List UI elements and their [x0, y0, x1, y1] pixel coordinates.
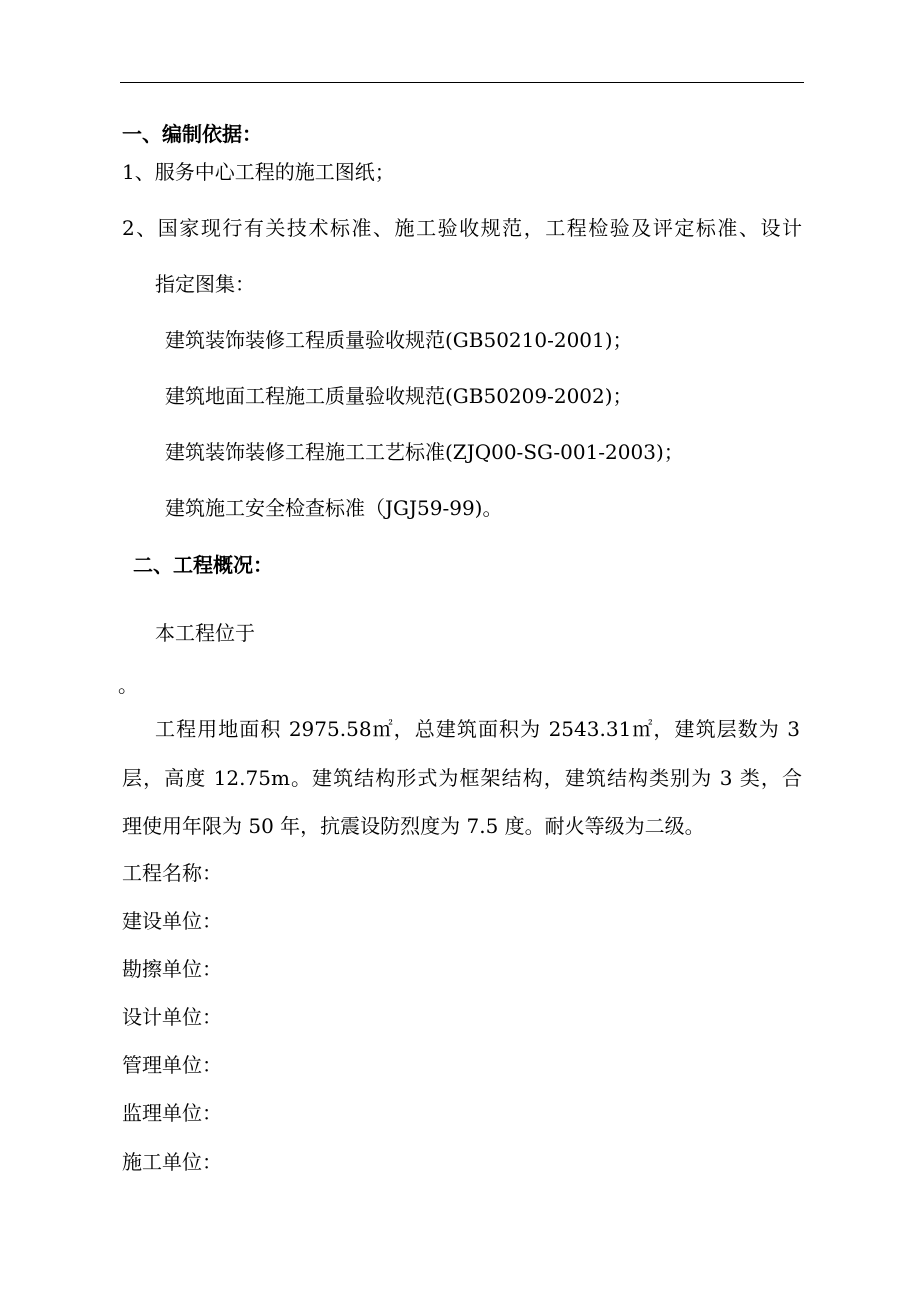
standard-item: 建筑装饰装修工程质量验收规范(GB50210-2001)；	[165, 328, 633, 352]
header-rule	[120, 82, 804, 83]
overview-line-1: 工程用地面积 2975.58㎡，总建筑面积为 2543.31㎡，建筑层数为 3	[155, 717, 800, 741]
field-construction-unit: 施工单位：	[122, 1150, 222, 1174]
field-management-unit: 管理单位：	[122, 1053, 222, 1077]
section-1-heading: 一、编制依据：	[122, 122, 262, 146]
standard-item: 建筑施工安全检查标准（JGJ59-99)。	[165, 496, 503, 520]
location-end: 。	[118, 673, 138, 697]
section-2-heading: 二、工程概况：	[133, 553, 273, 577]
location-line: 本工程位于	[155, 621, 255, 645]
basis-item-1: 1、服务中心工程的施工图纸；	[122, 160, 395, 184]
basis-item-2-line-1: 2、国家现行有关技术标准、施工验收规范，工程检验及评定标准、设计	[122, 216, 802, 240]
field-owner: 建设单位：	[122, 909, 222, 933]
field-design-unit: 设计单位：	[122, 1005, 222, 1029]
basis-item-2-line-2: 指定图集：	[155, 272, 255, 296]
standard-item: 建筑地面工程施工质量验收规范(GB50209-2002)；	[165, 384, 633, 408]
field-project-name: 工程名称：	[122, 861, 222, 885]
overview-line-3: 理使用年限为 50 年，抗震设防烈度为 7.5 度。耐火等级为二级。	[122, 814, 705, 838]
overview-line-2: 层，高度 12.75m。建筑结构形式为框架结构，建筑结构类别为 3 类，合	[122, 766, 802, 790]
field-survey-unit: 勘擦单位：	[122, 957, 222, 981]
field-supervision-unit: 监理单位：	[122, 1101, 222, 1125]
standard-item: 建筑装饰装修工程施工工艺标准(ZJQ00-SG-001-2003)；	[165, 440, 684, 464]
